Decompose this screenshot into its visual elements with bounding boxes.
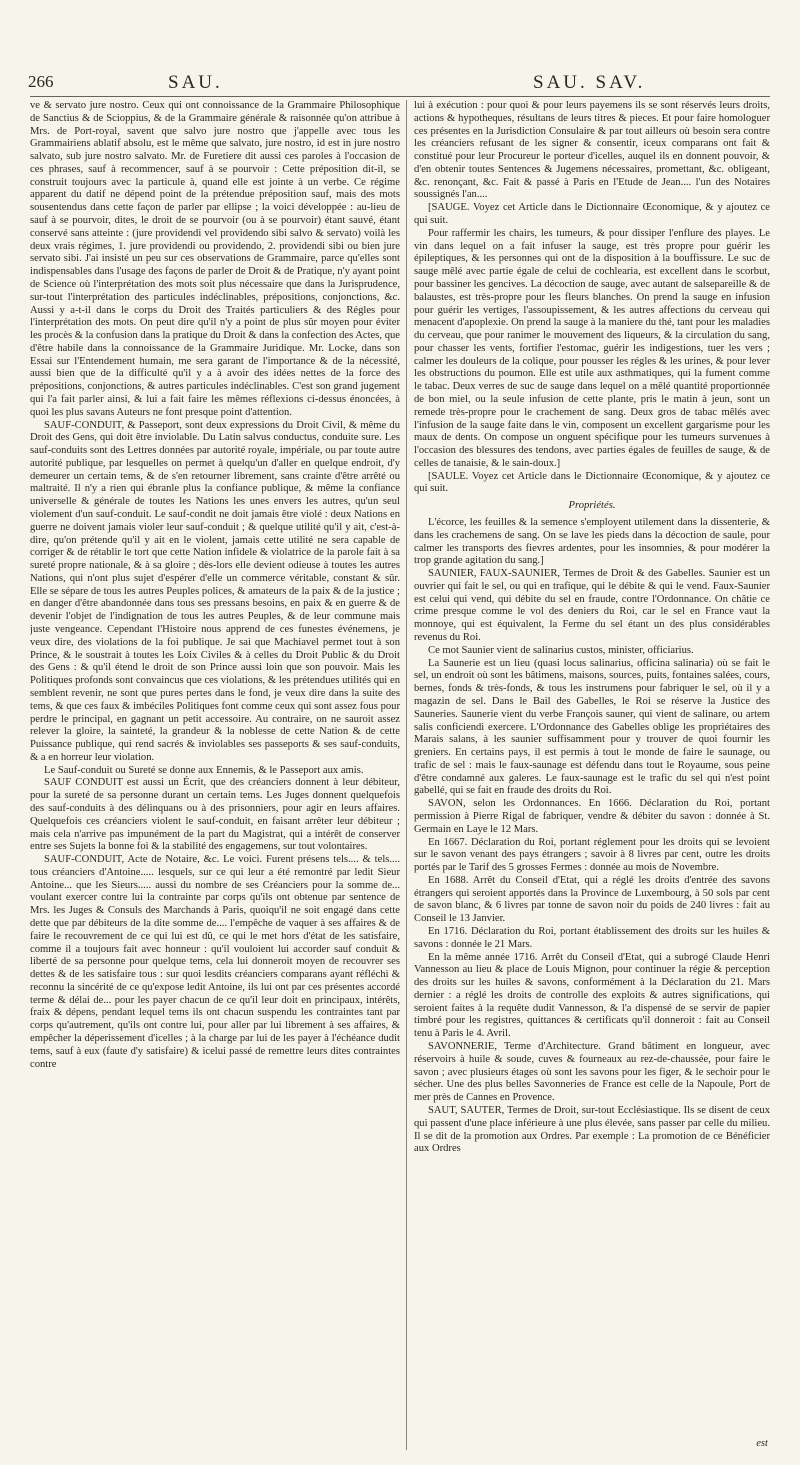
paragraph: SAUNIER, FAUX-SAUNIER, Termes de Droit & des Gabelles. Saunier est un ouvrier qui fait le sel, ou qui en trafique, qui le débite & qui le vend. Faux-Saunier est celui qui vend, qui débite du sel en fraude, contre l'Ordonnance. On châtie ce crime presque comme le vol des deniers du Roi, car le sel en France vaut la monnoye, qui est équivalent, la Ferme du sel étant un des plus considérables revenus du Roi. — [414, 568, 770, 644]
paragraph: L'écorce, les feuilles & la semence s'employent utilement dans la dissenterie, & dans les crachemens de sang. On se lave les pieds dans la décoction de saule, pour calmer les transports des fievres ardentes, pour les insomnies, & pour modérer la trop grande agitation du sang.] — [414, 517, 770, 567]
paragraph: Le Sauf-conduit ou Sureté se donne aux Ennemis, & le Passeport aux amis. — [44, 764, 364, 776]
paragraph: [SAUGE. Voyez cet Article dans le Dictionnaire Œconomique, & y ajoutez ce qui suit. — [414, 202, 770, 227]
paragraph: Ce mot Saunier vient de salinarius custos, minister, officiarius. — [428, 644, 694, 656]
header-rule — [30, 96, 770, 97]
section-subheading: Propriétés. — [568, 500, 616, 512]
paragraph: SAUF-CONDUIT, Acte de Notaire, &c. Le voici. Furent présens tels.... & tels.... tous créanciers d'Antoine..... lesquels, sur ce qui leur a été remontré par ledit Sieur Antoine... que les Sieurs..... aussi du nombre de ses Créanciers pour la somme de... voulant exercer contre lui la contrainte par corps qu'ils ont obtenue par sentence de Mrs. les Juges & Consuls des Marchands à Paris, quoiqu'il ne soit engagé dans cette dette que par débiteurs de la dite somme de.... l'empêche de vaquer à ses affaires & de faire le recouvrement de ce qui lui est dû, ce qui le met hors d'état de les satisfaire, comme il a toujours fait avec honneur : qu'il vouloient lui accorder sauf conduit & liberté de sa personne pour quelque tems, cela lui donneroit moyen de recouvrer ses dettes & de les satisfaire tous : sur quoi lesdits créanciers comparans ayant réfléchi & reconnu la sincérité de ce qu'expose ledit Antoine, ils lui ont par ces présentes accordé terme & délai de... pour les payer chacun de ce qu'il leur doit en principaux, intérêts, fraix & dépens, pendant lequel tems ils ont chacun suspendu les contraintes tant par corps qu'autrement, qu'ils ont contre lui, pour aller par lui librement à ses affaires, & empêcher la déperissement d'icelles ; à la charge par lui de les payer à l'échéance dudit tems, sauf à eux (faute d'y satisfaire) & icelui passé de remettre leurs dites contraintes contre — [30, 854, 400, 1070]
paragraph: SAUF-CONDUIT, & Passeport, sont deux expressions du Droit Civil, & même du Droit des Gens, qui doit être inviolable. Du Latin salvus conductus, conduite sure. Les sauf-conduits sont des Lettres données par autorité royale, impériale, ou par toute autre autorité publique, par lesquelles on permet à quelqu'un d'aller en quelque endroit, d'y demeurer un certain tems, & de s'en retourner librement, sans crainte d'être arrêté ou maltraité. Il n'y a rien qui ébranle plus la confiance publique, & même la confiance universelle & générale de toutes les Nations les unes envers les autres, qu'un seul violement d'un sauf-conduit. Le sauf-condit ne doit jamais être violé : deux Nations en guerre ne doivent jamais violer leur sauf-conduit ; & quelque utilité qu'il y ait, c'est-à-dire, qu'on prétende qu'il y ait en le violent, jamais cette utilité ne sera capable de corriger & de rétablir le tort que cette Nation infidele & violatrice de la parole fait à sa sureté propre nationale, & à sa gloire ; dès-lors elle devient odieuse à toutes les autres Nations, qui n'ont plus sujet d'espérer d'elle un commerce véritable, constant & sûr. Elle se sépare de tous les autres Peuples polices, & amateurs de la paix & de la justice ; en danger d'être abandonnée dans tous ses pressans besoins, en paix & en guerre & de devenir l'objet de l'indignation de tous les autres Peuples, & de leur commune mais juste vengeance. Cependant l'Histoire nous apprend de ces funestes événemens, je veux dire, des violations de la foi publique. Je sai que Machiavel permet tout à son Prince, & le soustrait à toutes les Loix Civiles & à celles du Droit Public & du Droit des Gens : & qu'il étend le droit de son Prince aussi loin que son pouvoir. Mais les Politiques profonds sont convaincus que ces violations, & les prétendues utilités qui en semblent revenir, ne sont que pures pertes dans le fond, je veux dire dans la suite des tems, & que ces faux & imbéciles Politiques font comme ceux qui sont assez fous pour perdre le principal, en gagnant un petit accessoire. Au contraire, on ne sauroit assez relever la gloire, la sainteté, la grandeur & la noblesse de cette Nation & de cette Puissance publique, qui rend sacrés & inviolables ses passeports & ses sauf-conduits, & a en horreur leur violation. — [30, 419, 400, 763]
paragraph: SAUF CONDUIT est aussi un Écrit, que des créanciers donnent à leur débiteur, pour la sureté de sa personne durant un certain tems. Les Juges donnent quelquefois des sauf-conduits à des délinquans ou à des prisonniers, pour agir en leurs affaires. Quelquefois ces créanciers violent le sauf-conduit, en faisant arrêter leur débiteur ; mais cela n'arrive pas impunément de la part du Magistrat, qui a intérêt de conserver entre ses Sujets la bonne foi & la stabilité des engagemens, sur tout volontaires. — [30, 777, 400, 853]
paragraph: lui à exécution : pour quoi & pour leurs payemens ils se sont réservés leurs droits, actions & hypotheques, résultans de leurs titres & pieces. Et pour faire homologuer ces présentes en la Jurisdiction Consulaire & par tout ailleurs où besoin sera contre les créanciers refusant de les signer & consentir, iceux comparans ont fait & constitué pour leur Procureur le porteur d'icelles, auquel ils en donnent pouvoir, & d'en obtenir toutes Sentences & Jugemens nécessaires, promettant, &c. obligeant, &c. renonçant, &c. Fait & passé à Paris en l'Etude de Jean.... l'un des Notaires soussignés l'an.... — [414, 100, 770, 201]
left-running-title: SAU. — [168, 72, 223, 93]
paragraph: [SAULE. Voyez cet Article dans le Dictionnaire Œconomique, & y ajoutez ce qui suit. — [414, 470, 770, 495]
paragraph: En 1688. Arrêt du Conseil d'Etat, qui a réglé les droits d'entrée des savons étrangers qui seroient apportés dans la Province de Luxembourg, à 50 sols par cent de savon blanc, & 6 livres par tonne de savon noir du poids de 240 livres : fait au Conseil le 13 Janvier. — [414, 874, 770, 925]
paragraph: En la même année 1716. Arrêt du Conseil d'Etat, qui a subrogé Claude Henri Vannesson au lieu & place de Louis Mignon, pour continuer la régie & perception des droits sur les huiles & savons, conformément à la Déclaration du 21. Mars dernier : a réglé les droits de controlle des exploits & autres significations, qui seroient faites à la requête dudit Vannesson, & l'a dispensé de se servir de papier timbré pour les registres, quittances & certificats qu'il donneroit : fait au Conseil tenu à Paris le 4. Avril. — [414, 951, 770, 1040]
column-divider — [406, 100, 407, 1450]
paragraph: SAVONNERIE, Terme d'Architecture. Grand bâtiment en longueur, avec réservoirs à huile & soude, cuves & fourneaux au rez-de-chaussée, pour faire le savon ; avec plusieurs étages où sont les savons pour les figer, & le sechoir pour le sécher. Une des plus belles Savonneries de France est celle de la Napoule, Port de mer près de Cannes en Provence. — [414, 1041, 770, 1104]
paragraph: En 1667. Déclaration du Roi, portant réglement pour les droits qui se levoient sur le savon venant des pays étrangers ; savoir à 8 livres par cent, outre les droits portés par le Tarif des 5 grosses Fermes : donnée au mois de Novembre. — [414, 836, 770, 874]
paragraph: ve & servato jure nostro. Ceux qui ont connoissance de la Grammaire Philosophique de Sanctius & de Scioppius, & de la Grammaire générale & raisonnée qu'on attribue à Mrs. de Port-royal, savent que salvo jure nostro que j'appelle avec tous les Grammairiens ablatif absolu, est le même que salvato, jure nostro, id est in jure nostro salvato, sub jure nostro salvato. Mr. de Furetiere dit aussi ces paroles à l'occasion de ces phrases, sauf à recommencer, sauf à se pourvoir : Cette préposition dit-il, se construit toujours avec la particule à, quand elle est jointe à un verbe. Ce régime apparent du datif ne dépend point de la prétendue préposition sauf, mais des mots sousentendus dans cette façon de parler par ellipse ; la voici développée : au-lieu de sauf à se pourvoir, dites, le droit de se pourvoir (ou à se pourvoir) étant sauvé, étant conservé sans atteinte : (jure providendi vel providendo sibi salvo & servato) voilà les deux vrais régimes, 1. jure providendi ou providendo, 2. providendi sibi ou bien jure servato sibi. J'ai insisté un peu sur ces observations de Grammaire, parce qu'elles sont indispensables dans l'usage des façons de parler de Droit & de Pratique, n'y ayant point de Science où l'interprétation des mots soit plus nécessaire que dans la Jurisprudence, sur-tout l'interprétation des particules indéclinables, prépositions, conjonctions, &c. Aussi y a-t-il dans le corps du Droit des Traités particuliers & des Régles pour l'interprétation des mots. On peut dire qu'il n'y a point de plus sûr moyen pour éviter les procès & la confusion dans la pratique du Droit & dans la confection des Actes, que d'être habile dans la connoissance de la Grammaire Juridique. Mr. Locke, dans son Essai sur l'Entendement humain, me sera garant de l'importance & de la nécessité, aussi bien que de la difficulté qu'il y a à avoir des idées nettes de la force des prépositions, conjonctions, & autres particules indéclinables. C'est son grand jugement qui l'a fait parler ainsi, & lui a fait faire les mêmes réflexions ci-dessus énoncées, à quoi les plus savans Auteurs ne font presque point d'attention. — [30, 100, 400, 418]
right-running-title: SAU. SAV. — [533, 72, 646, 93]
paragraph: SAVON, selon les Ordonnances. En 1666. Déclaration du Roi, portant permission à Pierre Rigal de fabriquer, vendre & débiter du savon : donnée à St. Germain en Laye le 12 Mars. — [414, 798, 770, 835]
paragraph: La Saunerie est un lieu (quasi locus salinarius, officina salinaria) où se fait le sel, un endroit où sont les bâtimens, maisons, sources, puits, fontaines salées, cours, bernes, fonds & très-fonds, & tous les instrumens pour fabriquer le sel, où il y a magazin de sel. Dans le Bail des Gabelles, le Roi se réserve la Justice des Sauneries. Saunerie vient du verbe François sauner, qui vient de salinare, ou artem salis conficiendi exercere. L'Ordonnance des Gabelles oblige les propriétaires des Marais salans, à les saunier suffisamment pour y trouver de quoi fournir les greniers. En certains pays, il est permis à tout le monde de faire le saunage, ou trafic de sel : mais le faux-saunage est défendu dans tout le Royaume, sous peine d'être condamné aux galeres. Le faux-saunage est le trafic du sel qui n'est point gabellé, qui se fait en fraude des droits du Roi. — [414, 657, 770, 797]
running-head — [28, 72, 772, 98]
catchword: est — [756, 1438, 768, 1449]
paragraph: SAUT, SAUTER, Termes de Droit, sur-tout Ecclésiastique. Ils se disent de ceux qui passent d'une place inférieure à une plus élevée, sans passer par celle du milieu. Il se dit de la promotion aux Ordres. Par exemple : La promotion de ce Bénéficier aux Ordres — [414, 1104, 770, 1155]
paragraph: En 1716. Déclaration du Roi, portant établissement des droits sur les huiles & savons : donnée le 21 Mars. — [414, 926, 770, 950]
page-number: 266 — [28, 72, 54, 91]
right-column — [414, 100, 770, 1452]
left-column — [30, 100, 400, 1452]
paragraph: Pour raffermir les chairs, les tumeurs, & pour dissiper l'enflure des playes. Le vin dans lequel on a fait infuser la sauge, est très propre pour guérir les épileptiques, & les personnes qui ont de la disposition à la bouffissure. Le suc de sauge mêlé avec partie égale de celui de cochlearia, est excellent dans le scorbut, pour bassiner les gencives. La décoction de sauge, avec autant de salsepareille & de balaustes, est très-propre pour les fleurs blanches. On prend la sauge en infusion pour guérir les vertiges, l'assoupissement, & les autres affections du cerveau qui menacent d'apoplexie. On prend la sauge à la maniere du thé, tant pour les maladies du cerveau, que pour ranimer le mouvement des liqueurs, & la circulation du sang, pour chasser les vents, fortifier l'estomac, guérir les indigestions, tuer les vers ; calmer les douleurs de la colique, pour pousser les régles & les urines, & pour lever les obstructions du poumon. Elle est utile aux asthmatiques, qui la fument comme le tabac. Deux verres de suc de sauge dans lequel on a mêlé quantité proportionnée de bon miel, ou la seule infusion de cette plante, pris le matin à jeun, sont un remede très-propre pour le crachement de sang. Deux gros de tabac mêlés avec l'infusion de la sauge faite dans le vin, composent un excellent gargarisme pour les maux de dents. On compose un onguent spécifique pour les tumeurs survenues à l'occasion des blessures des tendons, avec parties égales de feuilles de sauge, & de celles de tanaisie, & le sain-doux.] — [414, 227, 770, 469]
